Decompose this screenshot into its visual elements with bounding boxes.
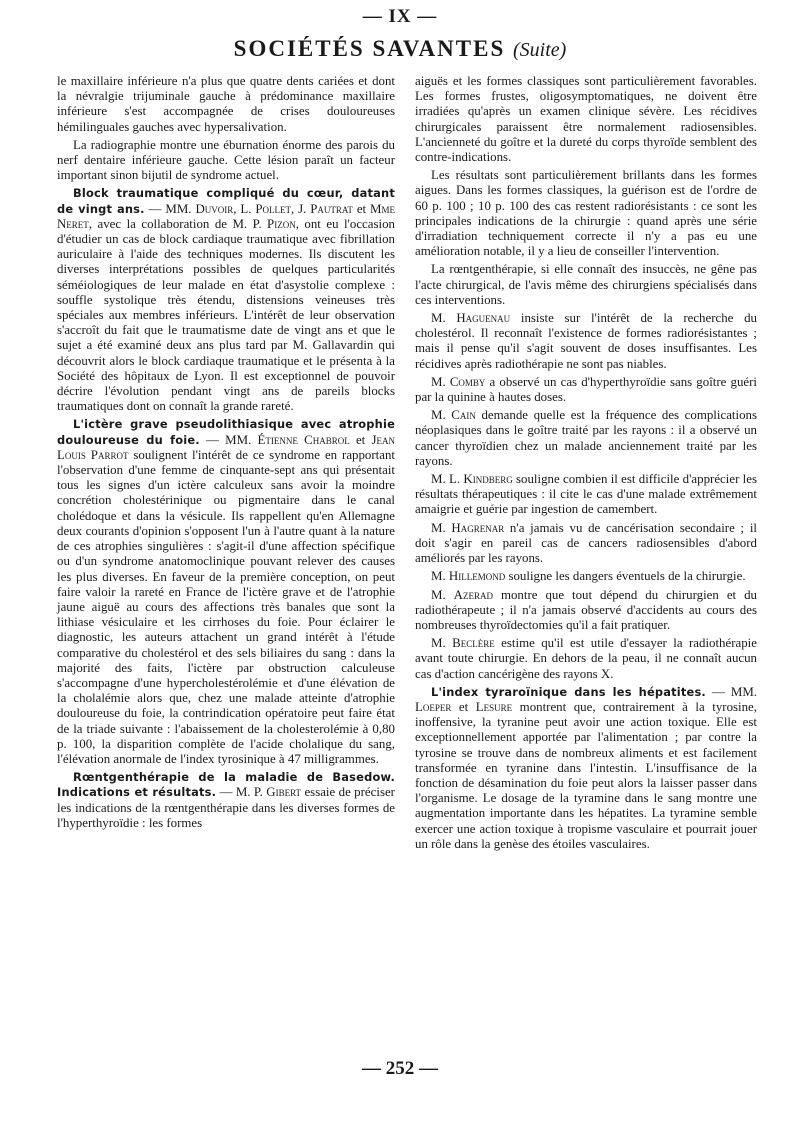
- article-index-tyraroinique: [415, 685, 757, 852]
- text-run: M.: [431, 569, 449, 584]
- author-names: Étienne Chabrol: [257, 432, 350, 447]
- article-heading: Rœntgenthérapie de la maladie de Basedow. Indications et résultats.: [57, 770, 395, 800]
- page-title: [0, 36, 800, 62]
- text-run: et: [349, 432, 372, 447]
- text-run: M.: [431, 472, 449, 487]
- text-run: M.: [431, 374, 450, 389]
- author-names: Hagrenar: [451, 520, 505, 535]
- text-run: , avec la collaboration de M. P.: [88, 216, 268, 231]
- text-run: M.: [431, 636, 453, 651]
- text-run: — MM.: [144, 201, 196, 216]
- discussion-beclere: [415, 636, 757, 682]
- article-heading: L'index tyraroïnique dans les hépatites.: [431, 684, 706, 699]
- text-run: et: [451, 699, 476, 714]
- text-run: — M. P.: [216, 785, 267, 800]
- article-heading: L'ictère grave pseudolithiasique avec atrophie douloureuse du foie.: [57, 417, 395, 447]
- author-names: Lesure: [475, 699, 513, 714]
- discussion-cain: [415, 408, 757, 469]
- section-title: SOCIÉTÉS SAVANTES: [233, 36, 506, 61]
- author-names: Jean Louis Parrot: [57, 432, 395, 462]
- left-column: [57, 74, 395, 834]
- paragraph-text: demande quelle est la fréquence des complications néoplasiques dans le goître traité par les rayons : il a observé un cancer thyroïdien chez un malade anciennement traité par les rayons.: [415, 408, 757, 468]
- paragraph-text: montrent que, contrairement à la tyrosine, inoffensive, la tyranine peut avoir une action toxique. Elle est exceptionnellement apportée par l'alimentation ; par contre la tyrosine se trouve dans de nombreux aliments et est facilement transformée en tyranine dans l'intestin. L'insuffisance de la fonction de désamination du foie peut alors la laisser passer dans l'organisme. Le dosage de la tyramine dans le sang montre une augmentation importante dans les hépatites. La tyramine semble exercer une action toxique à tropisme vasculaire et pourrait jouer un rôle dans la genèse des étoiles vasculaires.: [415, 699, 757, 851]
- paragraph: Les résultats sont particulièrement brillants dans les formes aigues. Dans les formes classiques, la guérison est de l'ordre de 60 p. 100 ; 10 p. 100 des cas restent radiorésistants : ce sont les principales indications de la chirurgie : quand après une série d'irradiation techniquement correcte il n'y a pas eu une amélioration notable, il y a lieu de conseiller l'intervention.: [415, 168, 757, 259]
- paragraph: La rœntgenthérapie, si elle connaît des insuccès, ne gêne pas l'acte chirurgical, de l'avis même des chirurgiens spécialisés dans ces interventions.: [415, 262, 757, 307]
- text-run: — MM.: [199, 432, 258, 447]
- paragraph-text: , ont eu l'occasion d'étudier un cas de block cardiaque traumatique avec fibrillation auriculaire à l'aide des techniques modernes. Ils discutent les diverses interprétations possibles de quelques particularités séméiologiques de leur malade en état d'asystolie complexe : souffle systolique très étendu, distensions veineuses très spéciales aux membres inférieurs. L'intérêt de leur observation s'accroît du fait que le traumatisme date de vingt ans et que le sujet a été examiné deux ans plus tard par M. Gallavardin qui découvrit alors le block cardiaque traumatique et le présenta à la Société des hôpitaux de Lyon. Il est exceptionnel de pouvoir décrire l'évolution pendant vingt ans de pareils blocks traumatiques dont on connaît la grande rareté.: [57, 216, 395, 414]
- paragraph: le maxillaire inférieure n'a plus que quatre dents cariées et dont la névralgie trijuminale gauche à prédominance maxillaire inférieure s'est accompagnée de crises douloureuses hémilinguales gauches avec hypersalivation.: [57, 74, 395, 134]
- author-names: Loeper: [415, 699, 452, 714]
- author-names: Comby: [449, 374, 486, 389]
- author-names: Haguenau: [456, 311, 511, 326]
- paragraph-text: souligne les dangers éventuels de la chirurgie.: [505, 569, 746, 584]
- section-title-suite: (Suite): [513, 39, 567, 61]
- paragraph-text: insiste sur l'intérêt de la recherche du cholestérol. Il reconnaît l'existence de formes radiorésistantes ; mais il pense qu'il s'agit souvent de doses insuffisantes. Les récidives après radiothérapie ne sont pas niables.: [415, 311, 757, 371]
- page-number: — 252 —: [362, 1058, 438, 1079]
- author-names: L. Kindberg: [449, 472, 513, 487]
- article-block-cardiaque: [57, 186, 395, 414]
- text-run: — MM.: [705, 684, 758, 699]
- paragraph: La radiographie montre une éburnation énorme des parois du nerf dentaire inférieure gauche. Cette lésion paraît un facteur important sinon bijutil de syndrome actuel.: [57, 137, 395, 183]
- author-names: Pizon: [267, 216, 296, 231]
- paragraph: aiguës et les formes classiques sont particulièrement favorables. Les formes frustes, oligosymptomatiques, ne doivent être irradiées qu'après un examen clinique sévère. Les récidives chirurgicales paraissent être normalement radiosensibles. L'ancienneté du goître et la dureté du corps thyroïde semblent des contre-indications.: [415, 74, 757, 165]
- page-number-roman: — IX —: [362, 6, 438, 27]
- discussion-comby: [415, 375, 757, 405]
- text-run: M.: [431, 520, 452, 535]
- author-names: Duvoir, L. Pollet, J. Pautrat: [195, 201, 353, 216]
- paragraph-text: a observé un cas d'hyperthyroïdie sans goître guéri par la quinine à hautes doses.: [415, 374, 757, 405]
- discussion-hagrenar: [415, 521, 757, 567]
- author-names: Beclère: [452, 636, 495, 651]
- text-run: et: [352, 201, 371, 216]
- article-roentgentherapie: [57, 770, 395, 831]
- discussion-azerad: [415, 588, 757, 634]
- paragraph-text: soulignent l'intérêt de ce syndrome en rapportant l'observation d'une femme de cinquante-sept ans qui présentait tous les signes d'un ictère calculeux sans avoir la moindre concrétion cholestérinique ou pigmentaire dans le canal cholédoque et dans la vésicule. Ils rappellent qu'en Allemagne deux courants d'opinion s'opposent l'un à l'autre quant à la nature de ces atrophies singulières : s'agit-il d'une affection spécifique ou d'un syndrome anatomoclinique pouvant relever des causes les plus diverses. En faveur de la première conception, on peut faire valoir la rareté en France de l'ictère grave et de l'atrophie jaune aiguë au cours des affections très banales que sont la lithiase vésiculaire et les cirrhoses du foie. Pour éclairer le diagnostic, les auteurs attachent un grand intérêt à l'étude comparative du cholestérol et des sels biliaires du sang : dans la majorité des faits, l'ictère par obstruction calculeuse s'accompagne d'une hypercholestérolémie et d'une élévation de la cholalémie alors que, chez une malade atteinte d'atrophie douloureuse du foie, la contrindication opératoire peut faire état de la triade suivante : l'abaissement de la cholesterolémie à 0,80 p. 100, la disparition complète de l'acide cholalique du sang, l'élévation anormale de l'index tyrosinique à 47 milligrammes.: [57, 447, 395, 766]
- discussion-hillemond: [415, 569, 757, 584]
- author-names: Gibert: [266, 785, 302, 800]
- author-names: Azerad: [453, 587, 493, 602]
- article-heading: Block traumatique compliqué du cœur, datant de vingt ans.: [57, 186, 395, 216]
- author-names: Cain: [451, 408, 476, 423]
- right-column: [415, 74, 757, 855]
- author-names: Hillemond: [448, 569, 506, 584]
- article-ictere-grave: [57, 417, 395, 767]
- paragraph-text: souligne combien il est difficile d'apprécier les résultats thérapeutiques : il cite le cas d'une malade extrêmement amaigrie et guérie par ingestion de camembert.: [415, 472, 757, 517]
- paragraph-text: essaie de préciser les indications de la rœntgenthérapie dans les diverses formes de l'hyperthyroïdie : les formes: [57, 785, 395, 830]
- text-run: M.: [431, 311, 457, 326]
- text-run: M.: [431, 587, 454, 602]
- paragraph-text: estime qu'il est utile d'essayer la radiothérapie avant toute chirurgie. En dehors de la peau, il ne connaît aucun cas d'action cancérigène des rayons X.: [415, 636, 757, 681]
- discussion-haguenau: [415, 311, 757, 372]
- paragraph-text: montre que tout dépend du chirurgien et du radiothérapeute ; il n'a jamais observé d'accidents au cours des nombreuses thyroïdectomies qu'il a fait pratiquer.: [415, 587, 757, 632]
- text-run: M.: [431, 408, 452, 423]
- paragraph-text: n'a jamais vu de cancérisation secondaire ; il doit s'agir en pareil cas de cancers radiosensibles d'abord améliorés par les rayons.: [415, 520, 757, 566]
- author-names: Mme Neret: [57, 201, 395, 231]
- discussion-kindberg: [415, 472, 757, 518]
